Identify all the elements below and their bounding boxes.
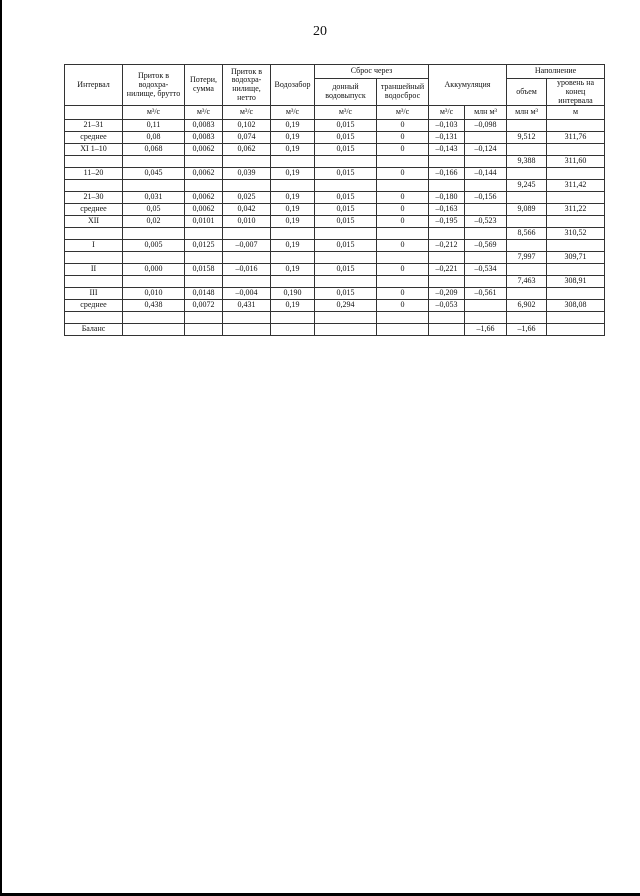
table-cell — [377, 156, 429, 168]
table-cell: 8,566 — [507, 228, 547, 240]
unit-cell: м — [547, 106, 605, 120]
table-cell: 0,015 — [315, 192, 377, 204]
table-cell: 0 — [377, 264, 429, 276]
table-cell: 0,0062 — [185, 144, 223, 156]
table-cell — [315, 156, 377, 168]
left-frame-edge — [0, 0, 2, 896]
table-cell: 0,294 — [315, 300, 377, 312]
table-row — [65, 252, 605, 264]
unit-cell: м³/с — [429, 106, 465, 120]
table-cell — [547, 312, 605, 324]
table-cell: 0 — [377, 192, 429, 204]
table-cell — [65, 252, 123, 264]
table-cell — [65, 276, 123, 288]
table-cell — [429, 324, 465, 336]
header-level-end: уровень на конец интервала — [547, 79, 605, 106]
table-cell: 308,08 — [547, 300, 605, 312]
unit-cell: млн м³ — [507, 106, 547, 120]
table-cell — [507, 216, 547, 228]
table-cell: –0,534 — [465, 264, 507, 276]
table-cell: 0,19 — [271, 240, 315, 252]
table-cell: 0 — [377, 300, 429, 312]
table-cell: 0,062 — [223, 144, 271, 156]
table-cell: 21–30 — [65, 192, 123, 204]
table-cell — [185, 324, 223, 336]
table-row — [65, 228, 605, 240]
table-cell — [429, 180, 465, 192]
table-cell: 0,015 — [315, 264, 377, 276]
table-cell — [465, 276, 507, 288]
table-cell: 0,190 — [271, 288, 315, 300]
header-interval: Интервал — [65, 65, 123, 106]
table-cell: 0,431 — [223, 300, 271, 312]
page-number: 20 — [313, 24, 327, 39]
table-cell — [65, 312, 123, 324]
table-cell: 0,0072 — [185, 300, 223, 312]
table-cell — [271, 156, 315, 168]
table-cell — [185, 156, 223, 168]
table-cell: –0,209 — [429, 288, 465, 300]
table-cell: –0,180 — [429, 192, 465, 204]
table-cell — [185, 312, 223, 324]
table-cell: 0,438 — [123, 300, 185, 312]
table-cell: 0,015 — [315, 204, 377, 216]
table-cell: 0,19 — [271, 300, 315, 312]
table-cell: 0,0083 — [185, 120, 223, 132]
table-cell: –0,016 — [223, 264, 271, 276]
table-cell: 0,015 — [315, 168, 377, 180]
table-cell — [223, 156, 271, 168]
table-cell — [547, 240, 605, 252]
table-cell: 9,388 — [507, 156, 547, 168]
table-cell: –0,569 — [465, 240, 507, 252]
table-cell: I — [65, 240, 123, 252]
table-cell — [123, 312, 185, 324]
table-cell — [65, 180, 123, 192]
table-cell: 311,22 — [547, 204, 605, 216]
table-cell: 0,19 — [271, 168, 315, 180]
table-cell: 0,005 — [123, 240, 185, 252]
table-cell: 11–20 — [65, 168, 123, 180]
table-cell — [271, 228, 315, 240]
table-row — [65, 312, 605, 324]
table-cell — [65, 156, 123, 168]
table-cell — [507, 168, 547, 180]
table-cell: –0,143 — [429, 144, 465, 156]
table-cell: –0,124 — [465, 144, 507, 156]
table-cell — [271, 276, 315, 288]
table-row — [65, 192, 605, 204]
header-inflow-gross: Приток в водохра-нилище, брутто — [123, 65, 185, 106]
table-cell — [507, 144, 547, 156]
table-row — [65, 204, 605, 216]
table-cell: –0,163 — [429, 204, 465, 216]
table-cell — [223, 180, 271, 192]
table-cell — [377, 180, 429, 192]
table-cell — [223, 228, 271, 240]
table-cell: 0,010 — [223, 216, 271, 228]
table-cell: 0,015 — [315, 120, 377, 132]
table-cell: –0,166 — [429, 168, 465, 180]
unit-blank — [65, 106, 123, 120]
table-cell: 311,76 — [547, 132, 605, 144]
table-cell — [547, 324, 605, 336]
table-cell — [271, 180, 315, 192]
table-cell: среднее — [65, 204, 123, 216]
table-cell: 6,902 — [507, 300, 547, 312]
table-cell: II — [65, 264, 123, 276]
table-cell: 0,19 — [271, 120, 315, 132]
table-cell: 0 — [377, 216, 429, 228]
table-cell: –0,053 — [429, 300, 465, 312]
table-row — [65, 324, 605, 336]
table-cell: 310,52 — [547, 228, 605, 240]
table-cell: 0,031 — [123, 192, 185, 204]
table-cell: 7,463 — [507, 276, 547, 288]
table-cell: 9,089 — [507, 204, 547, 216]
header-bottom-outlet: донный водовыпуск — [315, 79, 377, 106]
unit-cell: м³/с — [315, 106, 377, 120]
header-losses: Потери, сумма — [185, 65, 223, 106]
table-cell: 0,11 — [123, 120, 185, 132]
table-cell: 0,19 — [271, 144, 315, 156]
table-cell — [547, 288, 605, 300]
table-cell — [315, 312, 377, 324]
table-cell: 7,997 — [507, 252, 547, 264]
unit-cell: м³/с — [271, 106, 315, 120]
table-cell — [377, 324, 429, 336]
table-cell — [507, 192, 547, 204]
table-cell — [271, 312, 315, 324]
unit-cell: м³/с — [185, 106, 223, 120]
table-cell: 0,025 — [223, 192, 271, 204]
table-cell: 0,000 — [123, 264, 185, 276]
table-cell: 0,05 — [123, 204, 185, 216]
table-cell: 0,19 — [271, 204, 315, 216]
table-cell: 0,042 — [223, 204, 271, 216]
table-body — [65, 120, 605, 336]
table-row — [65, 168, 605, 180]
table-cell — [507, 264, 547, 276]
table-cell — [315, 228, 377, 240]
table-cell — [465, 156, 507, 168]
table-cell: 0,015 — [315, 240, 377, 252]
table-cell: среднее — [65, 300, 123, 312]
header-volume: объем — [507, 79, 547, 106]
table-cell — [429, 276, 465, 288]
table-cell — [123, 276, 185, 288]
table-cell — [223, 312, 271, 324]
table-cell: –0,007 — [223, 240, 271, 252]
table-cell — [123, 324, 185, 336]
table-cell — [507, 312, 547, 324]
table-cell — [507, 240, 547, 252]
table-cell: 0,074 — [223, 132, 271, 144]
table-cell — [315, 180, 377, 192]
table-cell — [547, 192, 605, 204]
table-cell — [465, 312, 507, 324]
table-cell — [315, 324, 377, 336]
table-cell — [377, 252, 429, 264]
table-cell: 0,02 — [123, 216, 185, 228]
table-row — [65, 300, 605, 312]
table-cell: 9,245 — [507, 180, 547, 192]
table-cell — [377, 276, 429, 288]
table-cell: XI 1–10 — [65, 144, 123, 156]
unit-cell: м³/с — [377, 106, 429, 120]
table-cell — [465, 132, 507, 144]
table-cell — [547, 216, 605, 228]
table-cell — [465, 204, 507, 216]
table-cell: 0,19 — [271, 192, 315, 204]
table-cell: –0,195 — [429, 216, 465, 228]
table-cell — [429, 228, 465, 240]
table-cell: III — [65, 288, 123, 300]
table-row — [65, 120, 605, 132]
table-cell — [123, 180, 185, 192]
table-row — [65, 156, 605, 168]
header-accumulation: Аккумуляция — [429, 65, 507, 106]
table-cell: –0,131 — [429, 132, 465, 144]
table-cell — [315, 252, 377, 264]
table-cell: –0,103 — [429, 120, 465, 132]
table-cell: 311,60 — [547, 156, 605, 168]
table-cell: 0,0062 — [185, 204, 223, 216]
table-cell — [185, 228, 223, 240]
table-cell — [185, 252, 223, 264]
table-cell: 308,91 — [547, 276, 605, 288]
table-cell: –1,66 — [507, 324, 547, 336]
table-cell — [271, 324, 315, 336]
units-row — [65, 106, 605, 120]
table-cell — [123, 252, 185, 264]
table-cell: 0,0158 — [185, 264, 223, 276]
table-cell: 0,0062 — [185, 168, 223, 180]
table-cell — [377, 228, 429, 240]
table-cell: 0 — [377, 120, 429, 132]
header-intake: Водозабор — [271, 65, 315, 106]
table-cell — [547, 168, 605, 180]
table-cell: 0,015 — [315, 144, 377, 156]
table-cell: 0,0062 — [185, 192, 223, 204]
table-cell: –0,098 — [465, 120, 507, 132]
unit-cell: млн м³ — [465, 106, 507, 120]
table-cell — [123, 156, 185, 168]
table-cell: 311,42 — [547, 180, 605, 192]
table-cell — [465, 252, 507, 264]
header-filling: Наполнение — [507, 65, 605, 79]
header-discharge-through: Сброс через — [315, 65, 429, 79]
table-cell: –1,66 — [465, 324, 507, 336]
table-row — [65, 264, 605, 276]
table-cell: 21–31 — [65, 120, 123, 132]
table-cell: –0,144 — [465, 168, 507, 180]
table-cell: –0,212 — [429, 240, 465, 252]
table-cell: –0,561 — [465, 288, 507, 300]
table-cell: 0,068 — [123, 144, 185, 156]
table-cell: –0,221 — [429, 264, 465, 276]
table-cell: –0,156 — [465, 192, 507, 204]
table-cell — [223, 252, 271, 264]
table-cell: 0,0101 — [185, 216, 223, 228]
unit-cell: м³/с — [123, 106, 185, 120]
table-cell: XII — [65, 216, 123, 228]
table-cell: 9,512 — [507, 132, 547, 144]
table-cell: 0,19 — [271, 264, 315, 276]
table-cell — [547, 120, 605, 132]
table-cell: 0,0148 — [185, 288, 223, 300]
table-cell: 0,102 — [223, 120, 271, 132]
table-cell: 0,19 — [271, 216, 315, 228]
table-cell — [465, 228, 507, 240]
table-cell — [377, 312, 429, 324]
water-balance-table — [64, 64, 605, 336]
unit-cell: м³/с — [223, 106, 271, 120]
table-row — [65, 276, 605, 288]
table-cell — [271, 252, 315, 264]
table-cell: 0,045 — [123, 168, 185, 180]
table-cell: 0 — [377, 240, 429, 252]
header-spillway: траншейный водосброс — [377, 79, 429, 106]
table-cell: 0,0125 — [185, 240, 223, 252]
table-cell — [223, 324, 271, 336]
table-cell: 309,71 — [547, 252, 605, 264]
table-cell — [465, 180, 507, 192]
table-cell: 0 — [377, 144, 429, 156]
table-cell: 0,015 — [315, 132, 377, 144]
table-cell: 0,0083 — [185, 132, 223, 144]
table-cell: 0,015 — [315, 216, 377, 228]
table-row — [65, 132, 605, 144]
header-inflow-net: Приток в водохра-нилище, нетто — [223, 65, 271, 106]
table-cell: 0,010 — [123, 288, 185, 300]
table-cell: 0,19 — [271, 132, 315, 144]
table-cell: 0,015 — [315, 288, 377, 300]
table-cell — [429, 312, 465, 324]
table-cell — [315, 276, 377, 288]
table-row — [65, 180, 605, 192]
table-cell: 0 — [377, 288, 429, 300]
table-cell — [465, 300, 507, 312]
table-cell: –0,004 — [223, 288, 271, 300]
table-row — [65, 144, 605, 156]
table-cell — [65, 228, 123, 240]
table-cell: 0 — [377, 168, 429, 180]
table-cell: 0 — [377, 204, 429, 216]
table-cell: 0 — [377, 132, 429, 144]
table-cell: 0,08 — [123, 132, 185, 144]
table-cell — [547, 144, 605, 156]
table-cell — [223, 276, 271, 288]
table-row — [65, 216, 605, 228]
table-cell: –0,523 — [465, 216, 507, 228]
table-cell: 0,039 — [223, 168, 271, 180]
table-row — [65, 288, 605, 300]
table-cell — [429, 156, 465, 168]
table-cell — [429, 252, 465, 264]
table-cell — [123, 228, 185, 240]
table-cell — [185, 276, 223, 288]
table-cell: Баланс — [65, 324, 123, 336]
table-cell — [185, 180, 223, 192]
table-cell — [507, 120, 547, 132]
table-row — [65, 240, 605, 252]
table-cell: среднее — [65, 132, 123, 144]
table-cell — [547, 264, 605, 276]
table-cell — [507, 288, 547, 300]
